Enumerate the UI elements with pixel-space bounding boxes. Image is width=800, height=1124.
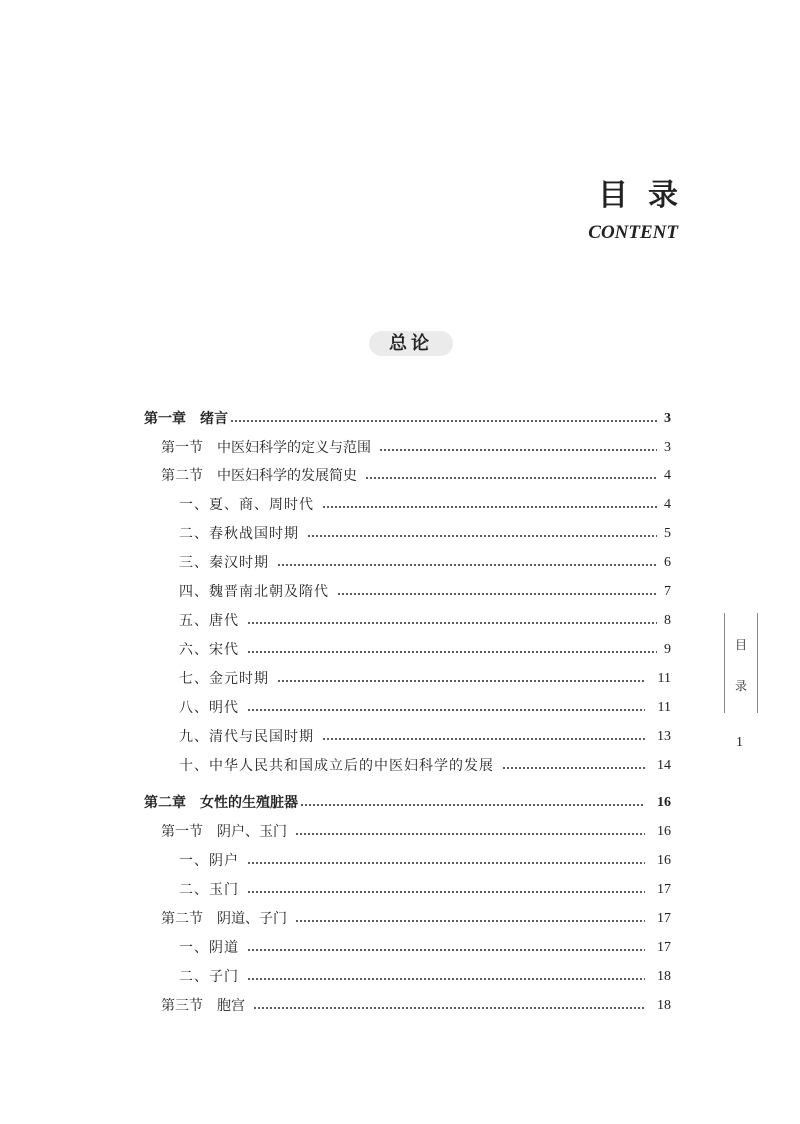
toc-entry-title: 中医妇科学的定义与范围 — [217, 440, 371, 456]
toc-entry-title: 阴道、子门 — [217, 911, 287, 927]
toc-entry-page: 14 — [657, 758, 671, 773]
toc-entry[interactable] — [179, 611, 671, 631]
toc-entry-title: 一、阴道 — [179, 940, 239, 956]
toc-entry[interactable] — [161, 909, 671, 929]
toc-entry-title: 女性的生殖脏器 — [200, 795, 298, 811]
toc-entry-title: 阴户、玉门 — [217, 824, 287, 840]
toc-dot-leader — [379, 449, 657, 451]
toc-dot-leader — [247, 978, 645, 980]
side-tab-rule-right — [757, 613, 758, 713]
toc-entry-page: 17 — [657, 911, 671, 926]
toc-entry-page: 5 — [664, 526, 671, 541]
toc-dot-leader — [247, 651, 657, 653]
toc-entry-page: 3 — [664, 411, 671, 426]
toc-entry-page: 7 — [664, 584, 671, 599]
toc-entry[interactable] — [161, 466, 671, 486]
toc-entry-page: 4 — [664, 468, 671, 483]
toc-entry-title: 二、玉门 — [179, 882, 239, 898]
toc-entry-title: 十、中华人民共和国成立后的中医妇科学的发展 — [179, 758, 494, 774]
toc-entry-label: 第二节 — [161, 911, 203, 927]
toc-entry[interactable] — [179, 756, 671, 776]
toc-entry-page: 17 — [657, 882, 671, 897]
toc-dot-leader — [295, 833, 645, 835]
page-subtitle: CONTENT — [588, 222, 678, 243]
toc-entry-title: 七、金元时期 — [179, 671, 269, 687]
toc-entry-label: 第二章 — [144, 795, 186, 811]
toc-dot-leader — [253, 1007, 645, 1009]
side-tab-rule-left — [724, 613, 725, 713]
toc-entry[interactable] — [179, 495, 671, 515]
toc-entry-label: 第一节 — [161, 440, 203, 456]
toc-entry-title: 一、夏、商、周时代 — [179, 497, 314, 513]
toc-entry-title: 六、宋代 — [179, 642, 239, 658]
toc-dot-leader — [230, 420, 657, 422]
toc-entry-page: 6 — [664, 555, 671, 570]
toc-entry-title: 五、唐代 — [179, 613, 239, 629]
toc-dot-leader — [365, 477, 657, 479]
toc-entry-title: 八、明代 — [179, 700, 239, 716]
page-number: 1 — [736, 735, 743, 750]
toc-dot-leader — [295, 920, 645, 922]
toc-entry-page: 13 — [657, 729, 671, 744]
toc-entry[interactable] — [179, 524, 671, 544]
section-heading: 总论 — [369, 331, 453, 356]
toc-entry-title: 九、清代与民国时期 — [179, 729, 314, 745]
toc-dot-leader — [307, 535, 657, 537]
toc-entry-title: 二、春秋战国时期 — [179, 526, 299, 542]
toc-dot-leader — [277, 564, 657, 566]
toc-entry-page: 16 — [657, 824, 671, 839]
toc-entry[interactable] — [179, 967, 671, 987]
toc-entry-label: 第一节 — [161, 824, 203, 840]
toc-entry-title: 绪言 — [200, 411, 228, 427]
side-tab-text-top: 目 — [735, 638, 748, 652]
toc-dot-leader — [322, 506, 657, 508]
toc-entry-title: 四、魏晋南北朝及隋代 — [179, 584, 329, 600]
toc-entry-page: 16 — [657, 853, 671, 868]
toc-dot-leader — [247, 622, 657, 624]
toc-dot-leader — [337, 593, 657, 595]
toc-dot-leader — [247, 949, 645, 951]
toc-entry[interactable] — [179, 640, 671, 660]
toc-entry[interactable] — [179, 669, 671, 689]
toc-entry-page: 4 — [664, 497, 671, 512]
toc-entry[interactable] — [144, 409, 671, 429]
toc-entry-page: 17 — [657, 940, 671, 955]
toc-entry-page: 9 — [664, 642, 671, 657]
toc-dot-leader — [247, 709, 645, 711]
toc-entry-label: 第二节 — [161, 468, 203, 484]
toc-dot-leader — [277, 680, 645, 682]
toc-entry-label: 第一章 — [144, 411, 186, 427]
toc-entry[interactable] — [161, 438, 671, 458]
toc-dot-leader — [502, 767, 645, 769]
toc-entry-title: 中医妇科学的发展简史 — [217, 468, 357, 484]
toc-entry[interactable] — [179, 582, 671, 602]
toc-entry-title: 胞宫 — [217, 998, 245, 1014]
toc-dot-leader — [322, 738, 645, 740]
toc-entry-title: 三、秦汉时期 — [179, 555, 269, 571]
toc-entry-page: 3 — [664, 440, 671, 455]
side-tab-text-bottom: 录 — [735, 679, 748, 693]
toc-entry-page: 18 — [657, 969, 671, 984]
toc-entry[interactable] — [161, 996, 671, 1016]
toc-entry[interactable] — [179, 727, 671, 747]
toc-entry[interactable] — [144, 793, 671, 813]
toc-entry[interactable] — [179, 851, 671, 871]
toc-entry-title: 一、阴户 — [179, 853, 239, 869]
toc-entry-label: 第三节 — [161, 998, 203, 1014]
toc-entry-page: 11 — [657, 700, 671, 715]
toc-entry-page: 11 — [657, 671, 671, 686]
toc-entry[interactable] — [161, 822, 671, 842]
toc-entry[interactable] — [179, 938, 671, 958]
toc-dot-leader — [247, 891, 645, 893]
toc-entry[interactable] — [179, 553, 671, 573]
toc-dot-leader — [247, 862, 645, 864]
toc-entry[interactable] — [179, 698, 671, 718]
page-title: 目录 — [598, 178, 698, 213]
toc-entry-page: 18 — [657, 998, 671, 1013]
toc-dot-leader — [300, 804, 645, 806]
toc-entry[interactable] — [179, 880, 671, 900]
toc-entry-page: 8 — [664, 613, 671, 628]
toc-entry-page: 16 — [657, 795, 671, 810]
toc-entry-title: 二、子门 — [179, 969, 239, 985]
